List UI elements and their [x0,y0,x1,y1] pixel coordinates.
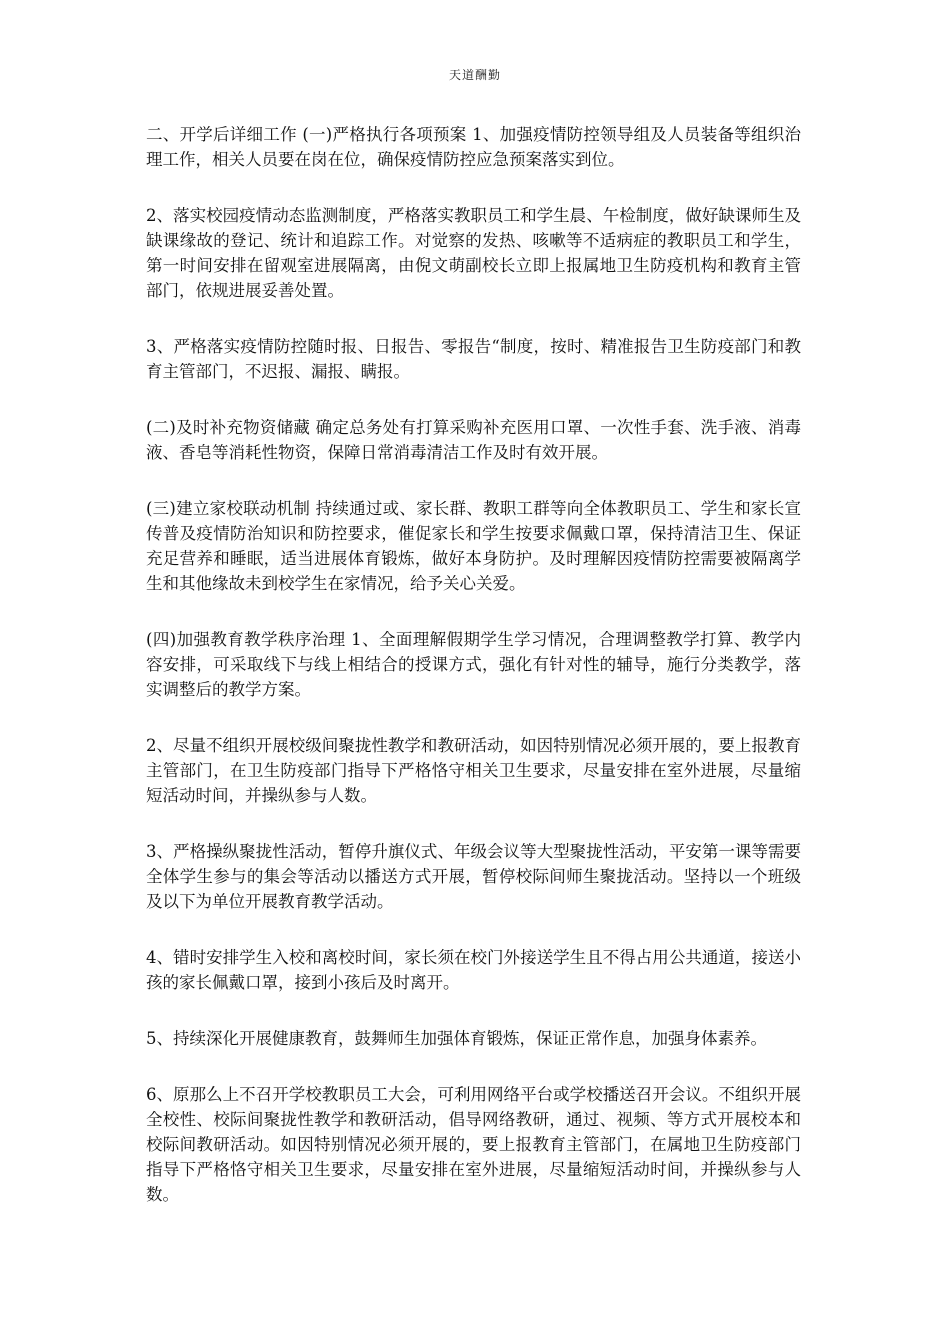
paragraph: 2、落实校园疫情动态监测制度，严格落实教职员工和学生晨、午检制度，做好缺课师生及缺课缘故的登记、统计和追踪工作。对觉察的发热、咳嗽等不适病症的教职员工和学生，第一时间安排在留观室进展隔离，由倪文萌副校长立即上报属地卫生防疫机构和教育主管部门，依规进展妥善处置。 [146,206,801,300]
paragraph: 3、严格落实疫情防控随时报、日报告、零报告“制度，按时、精准报告卫生防疫部门和教育主管部门，不迟报、漏报、瞒报。 [146,337,801,381]
paragraph: 二、开学后详细工作 (一)严格执行各项预案 1、加强疫情防控领导组及人员装备等组织治理工作，相关人员要在岗在位，确保疫情防控应急预案落实到位。 [146,125,801,169]
paragraph: 6、原那么上不召开学校教职员工大会，可利用网络平台或学校播送召开会议。不组织开展全校性、校际间聚拢性教学和教研活动，倡导网络教研，通过、视频、等方式开展校本和校际间教研活动。如因特别情况必须开展的，要上报教育主管部门，在属地卫生防疫部门指导下严格恪守相关卫生要求，尽量安排在室外进展，尽量缩短活动时间，并操纵参与人数。 [146,1085,801,1204]
document-body [146,122,801,1238]
page-header: 天道酬勤 [448,68,501,82]
paragraph: 2、尽量不组织开展校级间聚拢性教学和教研活动，如因特别情况必须开展的，要上报教育主管部门，在卫生防疫部门指导下严格恪守相关卫生要求，尽量安排在室外进展，尽量缩短活动时间，并操纵参与人数。 [146,736,801,805]
paragraph: 3、严格操纵聚拢性活动，暂停升旗仪式、年级会议等大型聚拢性活动，平安第一课等需要全体学生参与的集会等活动以播送方式开展，暂停校际间师生聚拢活动。坚持以一个班级及以下为单位开展教育教学活动。 [146,842,801,911]
paragraph: 4、错时安排学生入校和离校时间，家长须在校门外接送学生且不得占用公共通道，接送小孩的家长佩戴口罩，接到小孩后及时离开。 [146,948,801,992]
paragraph: 5、持续深化开展健康教育，鼓舞师生加强体育锻炼，保证正常作息，加强身体素养。 [146,1029,767,1048]
paragraph: (四)加强教育教学秩序治理 1、全面理解假期学生学习情况，合理调整教学打算、教学内容安排，可采取线下与线上相结合的授课方式，强化有针对性的辅导，施行分类教学，落实调整后的教学方案。 [146,630,801,699]
paragraph: (三)建立家校联动机制 持续通过或、家长群、教职工群等向全体教职员工、学生和家长宣传普及疫情防治知识和防控要求，催促家长和学生按要求佩戴口罩，保持清洁卫生、保证充足营养和睡眠，适当进展体育锻炼，做好本身防护。及时理解因疫情防控需要被隔离学生和其他缘故未到校学生在家情况，给予关心关爱。 [146,499,801,593]
paragraph: (二)及时补充物资储藏 确定总务处有打算采购补充医用口罩、一次性手套、洗手液、消毒液、香皂等消耗性物资，保障日常消毒清洁工作及时有效开展。 [146,418,801,462]
